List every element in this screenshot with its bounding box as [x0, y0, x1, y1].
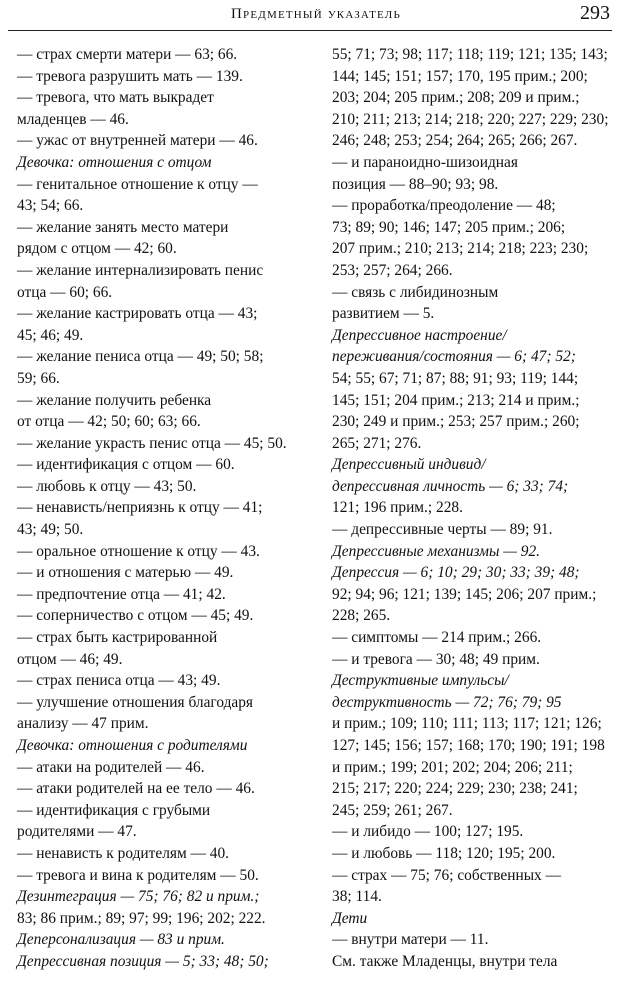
index-subentry: — депрессивные черты — 89; 91.	[332, 521, 553, 539]
index-continuation: 45; 46; 49.	[17, 326, 84, 344]
index-continuation: младенцев — 46.	[17, 110, 129, 128]
index-continuation: 210; 211; 213; 214; 218; 220; 227; 229; 230;	[332, 110, 609, 128]
index-subentry: — идентификация с отцом — 60.	[17, 456, 235, 474]
index-subentry: — тревога и вина к родителям — 50.	[17, 866, 259, 884]
index-continuation: 92; 94; 96; 121; 139; 145; 206; 207 прим.;	[332, 585, 597, 603]
index-subentry: — идентификация с грубыми	[17, 801, 211, 819]
index-continuation: 73; 89; 90; 146; 147; 205 прим.; 206;	[332, 218, 566, 236]
index-subentry: — улучшение отношения благодаря	[17, 693, 254, 711]
index-heading: деструктивность — 72; 76; 79; 95	[332, 693, 562, 711]
index-continuation: 245; 259; 261; 267.	[332, 801, 453, 819]
index-continuation: 246; 248; 253; 254; 264; 265; 266; 267.	[332, 132, 578, 150]
index-subentry: — тревога разрушить мать — 139.	[17, 67, 243, 85]
index-continuation: развитием — 5.	[332, 305, 435, 323]
index-subentry: — внутри матери — 11.	[332, 931, 489, 949]
page-number: 293	[580, 2, 610, 24]
index-subentry: — атаки на родителей — 46.	[17, 758, 205, 776]
index-continuation: отца — 60; 66.	[17, 283, 113, 301]
index-subentry: — проработка/преодоление — 48;	[332, 197, 556, 215]
index-heading: Депрессивная позиция — 5; 33; 48; 50;	[17, 952, 269, 970]
running-header	[8, 0, 612, 31]
index-continuation: 121; 196 прим.; 228.	[332, 499, 463, 517]
index-subentry: — желание украсть пенис отца — 45; 50.	[17, 434, 287, 452]
index-subentry: — страх пениса отца — 43; 49.	[17, 672, 221, 690]
index-continuation: и прим.; 199; 201; 202; 204; 206; 211;	[332, 758, 573, 776]
index-subentry: — желание пениса отца — 49; 50; 58;	[17, 348, 264, 366]
index-continuation: 230; 249 и прим.; 253; 257 прим.; 260;	[332, 413, 580, 431]
index-subentry: — желание получить ребенка	[17, 391, 212, 409]
index-continuation: 54; 55; 67; 71; 87; 88; 91; 93; 119; 144;	[332, 369, 579, 387]
index-heading: Девочка: отношения с отцом	[17, 153, 212, 171]
index-continuation: 203; 204; 205 прим.; 208; 209 и прим.;	[332, 89, 580, 107]
index-heading: Дети	[332, 909, 368, 927]
index-continuation: 43; 49; 50.	[17, 521, 84, 539]
right-index-column	[332, 44, 617, 973]
index-subentry: — и параноидно-шизоидная	[332, 153, 518, 171]
index-continuation: и прим.; 109; 110; 111; 113; 117; 121; 126;	[332, 715, 602, 733]
index-continuation: См. также Младенцы, внутри тела	[332, 952, 558, 970]
index-continuation: анализу — 47 прим.	[17, 715, 149, 733]
index-heading: Девочка: отношения с родителями	[17, 737, 248, 754]
index-heading: Депрессивное настроение/	[332, 326, 507, 344]
index-continuation: рядом с отцом — 42; 60.	[17, 240, 177, 258]
index-continuation: 55; 71; 73; 98; 117; 118; 119; 121; 135; 143;	[332, 46, 608, 63]
index-heading: Деструктивные импульсы/	[332, 672, 509, 690]
index-continuation: 83; 86 прим.; 89; 97; 99; 196; 202; 222.	[17, 909, 266, 927]
index-continuation: 145; 151; 204 прим.; 213; 214 и прим.;	[332, 391, 580, 409]
index-continuation: родителями — 47.	[17, 823, 137, 841]
index-subentry: — желание кастрировать отца — 43;	[17, 305, 258, 323]
index-subentry: — тревога, что мать выкрадет	[17, 89, 214, 107]
index-subentry: — и отношения с матерью — 49.	[17, 564, 234, 582]
index-heading: Дезинтеграция — 75; 76; 82 и прим.;	[17, 888, 260, 906]
index-continuation: позиция — 88–90; 93; 98.	[332, 175, 499, 193]
index-subentry: — соперничество с отцом — 45; 49.	[17, 607, 254, 625]
header-title: Предметный указатель	[231, 6, 401, 22]
index-subentry: — страх быть кастрированной	[17, 629, 218, 647]
index-subentry: — атаки родителей на ее тело — 46.	[17, 780, 255, 798]
index-subentry: — и тревога — 30; 48; 49 прим.	[332, 650, 540, 668]
index-heading: Депрессивный индивид/	[332, 456, 486, 474]
left-index-column	[17, 44, 313, 973]
index-subentry: — страх смерти матери — 63; 66.	[17, 46, 238, 63]
index-continuation: 228; 265.	[332, 607, 391, 625]
index-subentry: — ужас от внутренней матери — 46.	[17, 132, 258, 150]
index-subentry: — любовь к отцу — 43; 50.	[17, 477, 197, 495]
index-continuation: 253; 257; 264; 266.	[332, 261, 453, 279]
index-subentry: — оральное отношение к отцу — 43.	[17, 542, 260, 560]
index-subentry: — и любовь — 118; 120; 195; 200.	[332, 844, 556, 862]
index-continuation: 43; 54; 66.	[17, 197, 84, 215]
index-subentry: — предпочтение отца — 41; 42.	[17, 585, 226, 603]
index-continuation: 215; 217; 220; 224; 229; 230; 238; 241;	[332, 780, 578, 798]
index-continuation: отцом — 46; 49.	[17, 650, 123, 668]
index-heading: депрессивная личность — 6; 33; 74;	[332, 477, 569, 495]
index-subentry: — ненависть к родителям — 40.	[17, 844, 230, 862]
index-subentry: — генитальное отношение к отцу —	[17, 175, 258, 193]
index-continuation: 38; 114.	[332, 888, 382, 906]
index-subentry: — желание интернализировать пенис	[17, 261, 264, 279]
index-subentry: — связь с либидинозным	[332, 283, 499, 301]
index-continuation: 207 прим.; 210; 213; 214; 218; 223; 230;	[332, 240, 589, 258]
index-continuation: 265; 271; 276.	[332, 434, 422, 452]
index-heading: Депрессия — 6; 10; 29; 30; 33; 39; 48;	[332, 564, 580, 582]
index-subentry: — и либидо — 100; 127; 195.	[332, 823, 524, 841]
index-heading: переживания/состояния — 6; 47; 52;	[332, 348, 576, 366]
index-continuation: 59; 66.	[17, 369, 60, 387]
index-subentry: — симптомы — 214 прим.; 266.	[332, 629, 542, 647]
index-heading: Деперсонализация — 83 и прим.	[17, 931, 225, 949]
index-subentry: — страх — 75; 76; собственных —	[332, 866, 561, 884]
index-subentry: — ненависть/неприязнь к отцу — 41;	[17, 499, 263, 517]
index-subentry: — желание занять место матери	[17, 218, 229, 236]
index-continuation: 127; 145; 156; 157; 168; 170; 190; 191; 198	[332, 737, 605, 754]
index-heading: Депрессивные механизмы — 92.	[332, 542, 541, 560]
index-continuation: от отца — 42; 50; 60; 63; 66.	[17, 413, 201, 431]
index-continuation: 144; 145; 151; 157; 170, 195 прим.; 200;	[332, 67, 588, 85]
